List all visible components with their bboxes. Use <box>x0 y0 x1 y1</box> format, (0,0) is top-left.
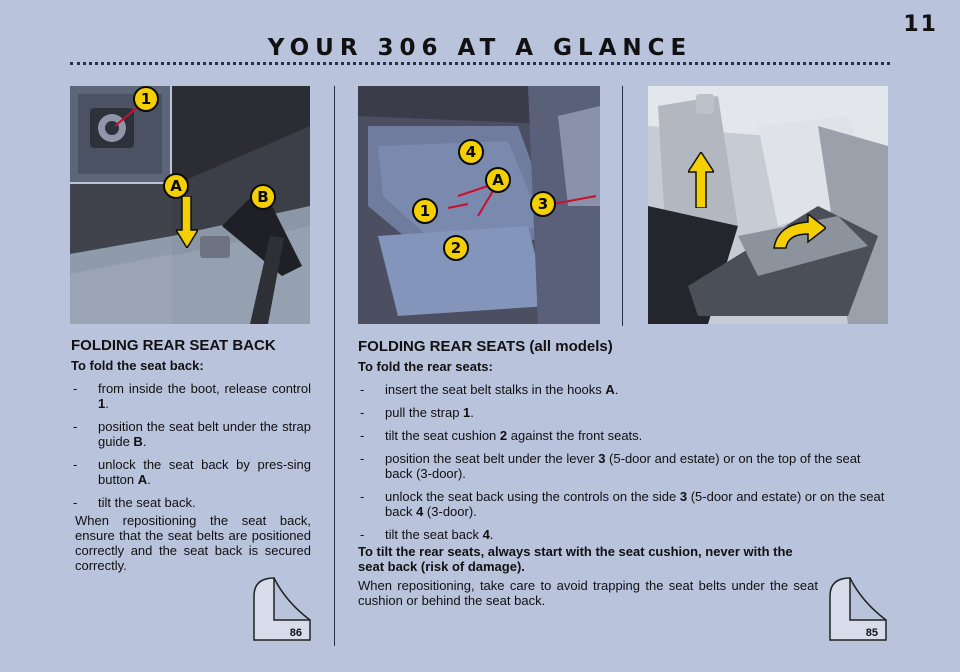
label-4-photo3: 4 <box>458 139 484 165</box>
right-step-3: - tilt the seat cushion 2 against the front seats. <box>358 428 888 443</box>
arrow-down-icon <box>176 196 198 253</box>
left-step-2: - position the seat belt under the strap guide B. <box>71 419 311 449</box>
right-step-2: - pull the strap 1. <box>358 405 888 420</box>
right-heading: FOLDING REAR SEATS (all models) <box>358 338 613 355</box>
arrow-curved-icon <box>770 214 826 255</box>
page-number: 11 <box>903 12 938 37</box>
photo-folded-rear-seats <box>648 86 888 324</box>
right-step-4: - position the seat belt under the lever 3 (5-door and estate) or on the top of the seat back (3-door). <box>358 451 888 481</box>
page-ref-85-number: 85 <box>865 627 878 639</box>
photo-rear-seats-controls <box>358 86 600 324</box>
page-ref-86-number: 86 <box>289 627 302 639</box>
right-step-1: - insert the seat belt stalks in the hooks A. <box>358 382 888 397</box>
right-warning: To tilt the rear seats, always start with the seat cushion, never with the seat back (risk of damage). <box>358 544 793 574</box>
label-1-photo1: 1 <box>133 86 159 112</box>
left-column <box>71 337 311 573</box>
right-step-5: - unlock the seat back using the controls on the side 3 (5-door and estate) or on the seat back 4 (3-door). <box>358 489 888 519</box>
left-step-4: - tilt the seat back. <box>71 495 311 510</box>
page-ref-86 <box>252 576 312 642</box>
right-step-6: - tilt the seat back 4. <box>358 527 888 542</box>
arrow-up-icon <box>688 152 714 213</box>
right-steps <box>358 382 888 542</box>
right-column <box>358 338 888 608</box>
right-note: When repositioning, take care to avoid trapping the seat belts under the seat cushion or behind the seat back. <box>358 578 818 608</box>
label-A-photo3: A <box>485 167 511 193</box>
label-2-photo3: 2 <box>443 235 469 261</box>
left-steps <box>71 381 311 510</box>
left-note: When repositioning the seat back, ensure that the seat belts are positioned correctly and the seat back is secured correctly. <box>75 513 311 573</box>
column-divider-right <box>622 86 623 326</box>
label-A-photo2: A <box>163 173 189 199</box>
photo-left-extension <box>70 184 172 324</box>
column-divider-left <box>334 86 335 646</box>
label-1-photo3: 1 <box>412 198 438 224</box>
left-subheading: To fold the seat back: <box>71 358 204 373</box>
page-title: YOUR 306 AT A GLANCE <box>267 35 693 61</box>
left-step-1: - from inside the boot, release control 1. <box>71 381 311 411</box>
left-step-3: - unlock the seat back by pres-sing button A. <box>71 457 311 487</box>
left-heading: FOLDING REAR SEAT BACK <box>71 337 276 354</box>
right-subheading: To fold the rear seats: <box>358 359 493 374</box>
label-B-photo2: B <box>250 184 276 210</box>
title-dotted-rule <box>70 62 890 65</box>
page-ref-85 <box>828 576 888 642</box>
label-3-photo3: 3 <box>530 191 556 217</box>
